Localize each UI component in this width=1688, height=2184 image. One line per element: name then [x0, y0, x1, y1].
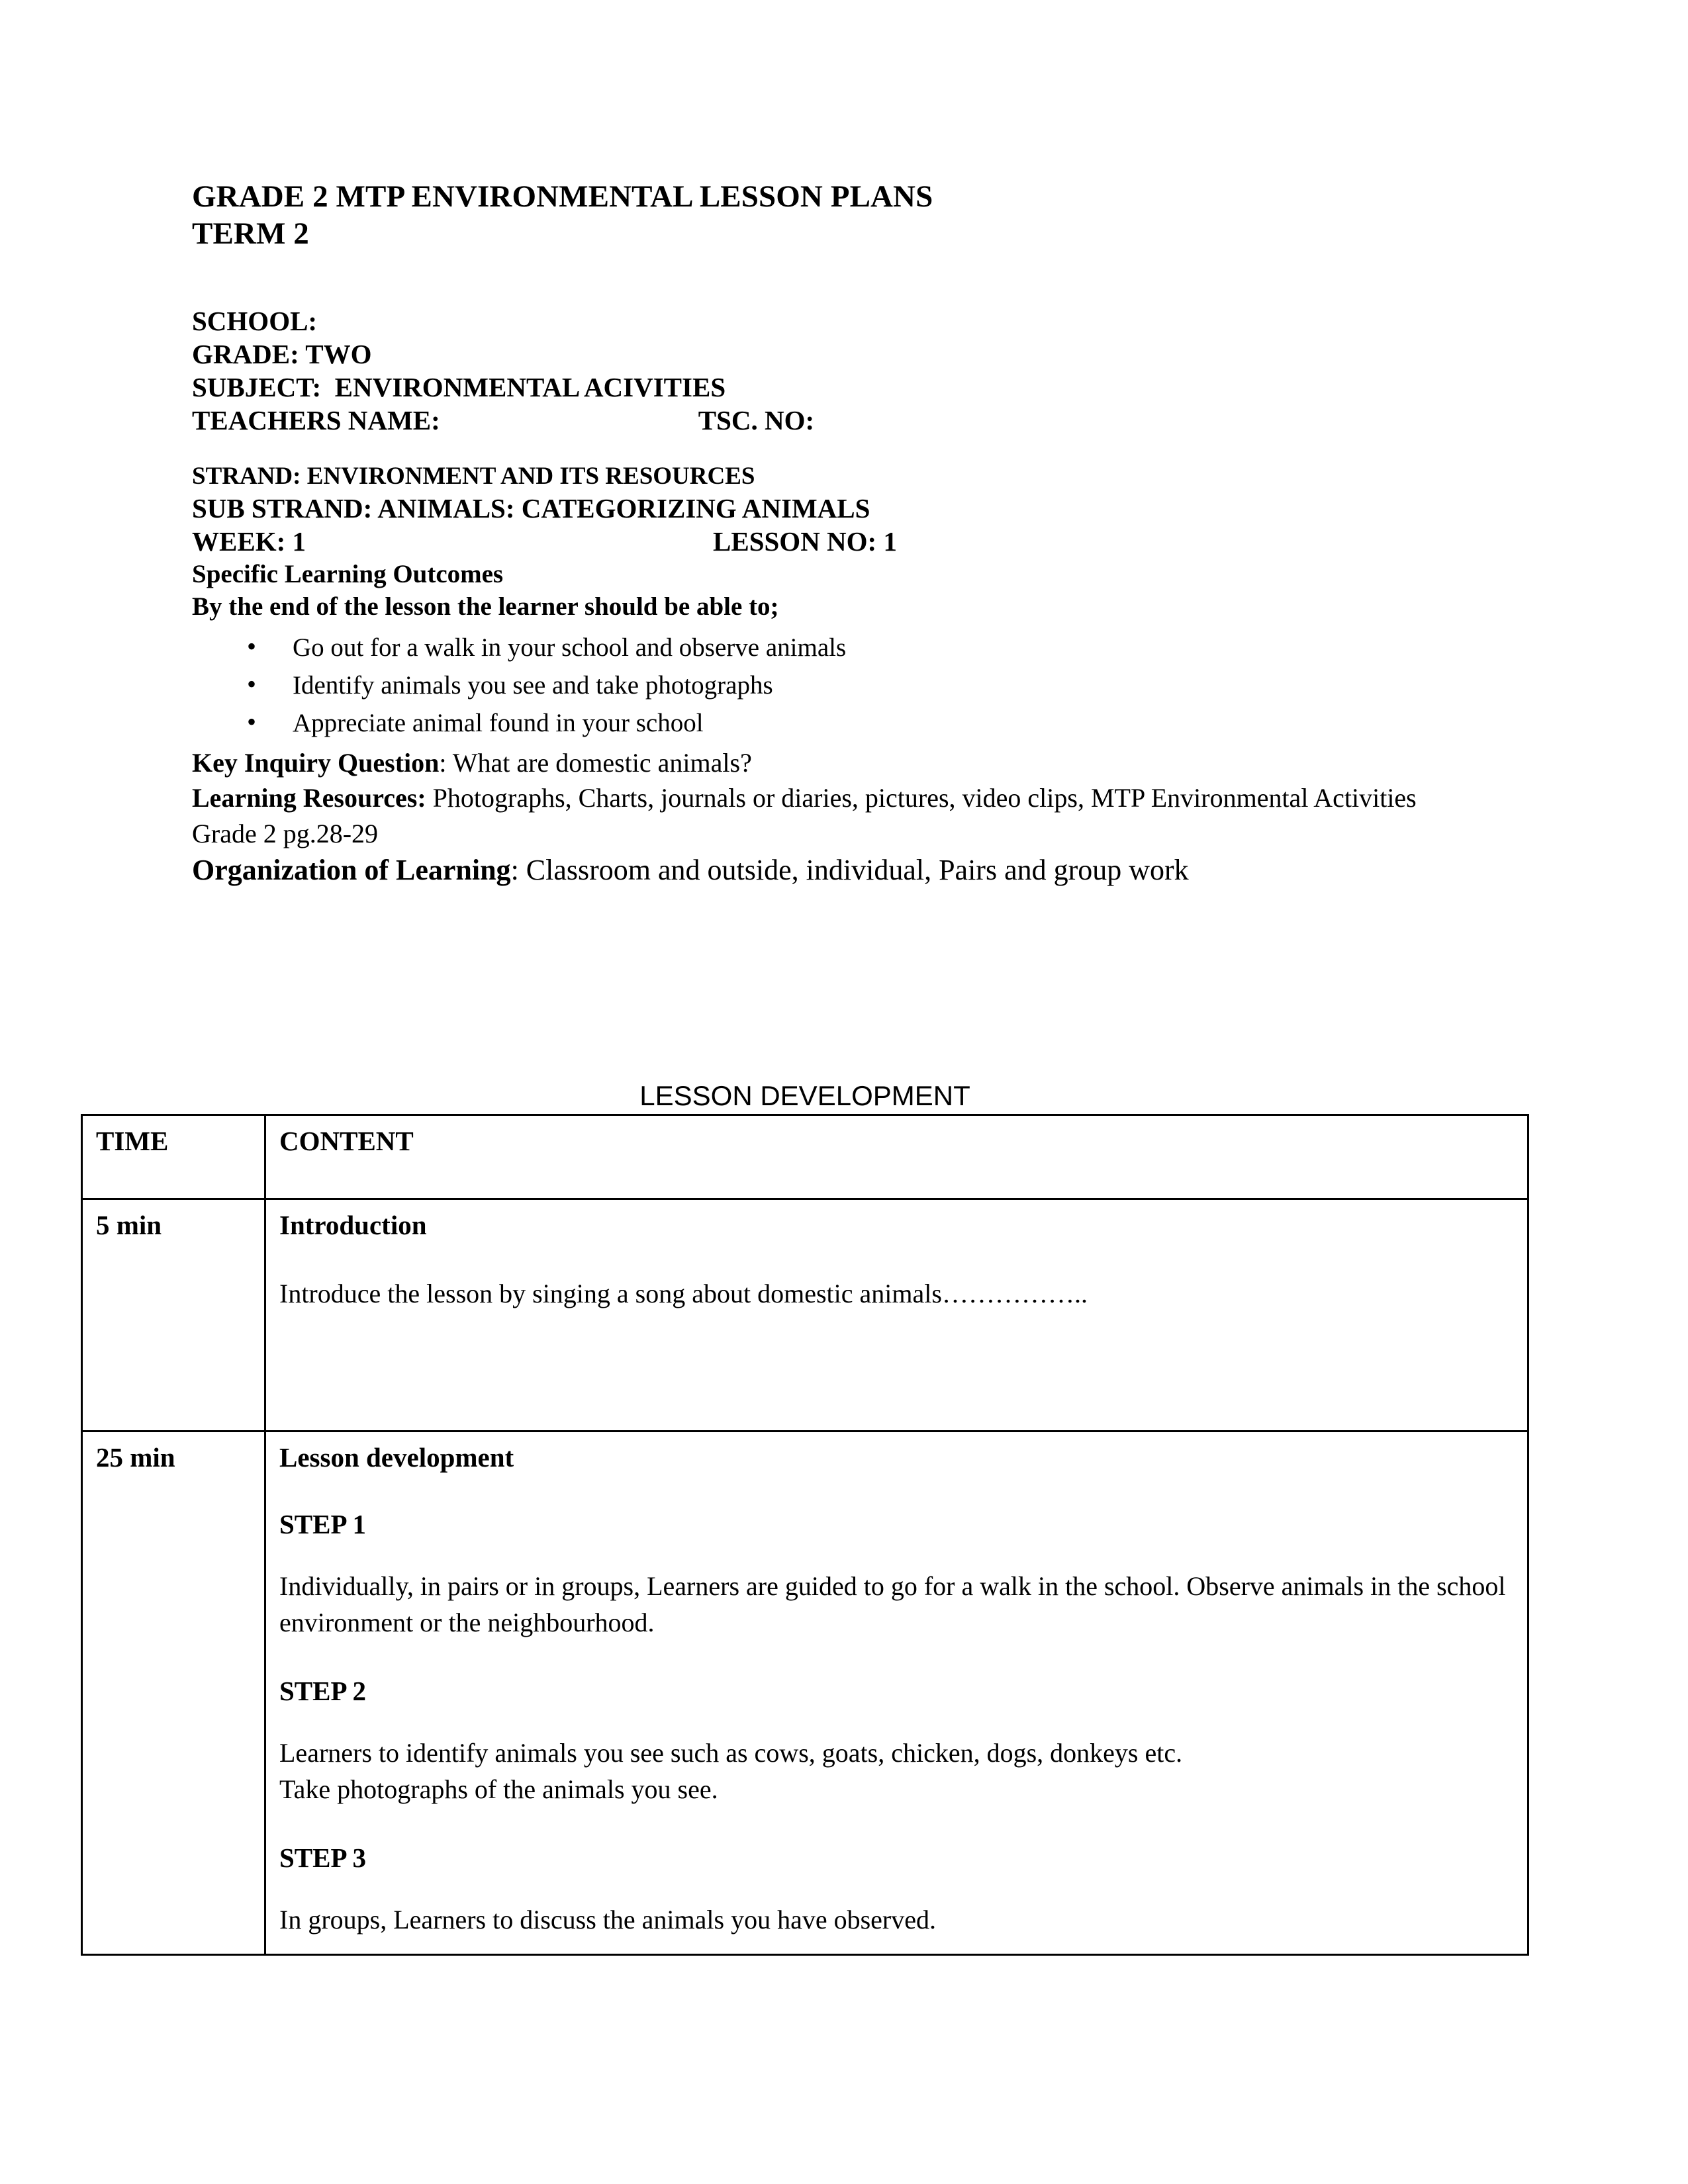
list-item — [192, 704, 1509, 742]
grade-field: GRADE: TWO — [192, 338, 372, 369]
list-item — [192, 629, 1509, 666]
key-inquiry-value: : What are domestic animals? — [439, 747, 752, 778]
table-header-row — [82, 1115, 1528, 1199]
row-time-value: 25 min — [96, 1442, 175, 1473]
row-time-cell — [82, 1432, 265, 1955]
lesson-development-heading: LESSON DEVELOPMENT — [639, 1080, 970, 1111]
step-3-label: STEP 3 — [279, 1843, 367, 1874]
list-item — [192, 666, 1509, 704]
spacer — [279, 1641, 1515, 1675]
teachers-name-field: TEACHERS NAME: — [192, 404, 440, 435]
list-item-label: Identify animals you see and take photographs — [293, 670, 773, 700]
list-item-label: Go out for a walk in your school and observe animals — [293, 633, 847, 662]
table-row — [82, 1199, 1528, 1432]
learning-outcomes-list — [192, 629, 1509, 743]
row-content-cell — [265, 1199, 1528, 1432]
row-time-cell — [82, 1199, 265, 1432]
spacer-after-title — [192, 253, 1509, 304]
spacer — [279, 1807, 1515, 1842]
step-2-label: STEP 2 — [279, 1676, 367, 1707]
title-line-2: TERM 2 — [192, 216, 309, 251]
learning-outcomes-intro: By the end of the lesson the learner should be able to; — [192, 592, 779, 621]
list-item-label: Appreciate animal found in your school — [293, 709, 704, 738]
bullet-icon: • — [247, 707, 257, 737]
title-line-1: GRADE 2 MTP ENVIRONMENTAL LESSON PLANS — [192, 179, 933, 214]
page-title — [192, 179, 1509, 253]
table-row — [82, 1432, 1528, 1955]
organization-value: : Classroom and outside, individual, Pairs and group work — [510, 854, 1189, 887]
document-body — [192, 179, 1509, 890]
column-header-time — [82, 1115, 265, 1199]
introduction-heading: Introduction — [279, 1210, 427, 1240]
organization-of-learning — [192, 851, 1509, 890]
row-content-cell — [265, 1432, 1528, 1955]
lesson-no-field: LESSON NO: 1 — [713, 526, 897, 557]
key-inquiry-question — [192, 745, 1509, 781]
sub-strand-field: SUB STRAND: ANIMALS: CATEGORIZING ANIMALS — [192, 493, 870, 524]
tsc-no-field: TSC. NO: — [698, 404, 815, 435]
spacer — [279, 1541, 1515, 1569]
bullet-icon: • — [247, 631, 257, 661]
spacer-after-header — [192, 437, 1509, 461]
column-header-content-label: CONTENT — [279, 1126, 414, 1156]
learning-resources — [192, 780, 1430, 851]
strand-field: STRAND: ENVIRONMENT AND ITS RESOURCES — [192, 462, 755, 490]
spacer — [279, 1242, 1515, 1276]
teacher-tsc-row — [192, 404, 1509, 437]
week-field: WEEK: 1 — [192, 526, 306, 557]
step-2-text-secondary: Take photographs of the animals you see. — [279, 1774, 718, 1804]
spacer — [279, 1707, 1515, 1735]
learning-outcomes-heading: Specific Learning Outcomes — [192, 560, 504, 589]
row-time-value: 5 min — [96, 1210, 162, 1240]
column-header-content — [265, 1115, 1528, 1199]
introduction-body: Introduce the lesson by singing a song about domestic animals…………….. — [279, 1279, 1088, 1309]
subject-field: SUBJECT: ENVIRONMENTAL ACIVITIES — [192, 371, 726, 402]
spacer — [279, 1474, 1515, 1508]
step-1-text: Individually, in pairs or in groups, Learners are guided to go for a walk in the school. Observe animals in the school environment or the neighbourhood. — [279, 1571, 1506, 1637]
lesson-development-table — [81, 1114, 1529, 1956]
lesson-development-subheading: Lesson development — [279, 1442, 514, 1473]
school-field: SCHOOL: — [192, 305, 318, 336]
step-2-text: Learners to identify animals you see such as cows, goats, chicken, dogs, donkeys etc. — [279, 1738, 1183, 1768]
learning-resources-value: Photographs, Charts, journals or diaries, pictures, video clips, MTP Environmental Activities Grade 2 pg.28-29 — [192, 783, 1417, 848]
week-lesson-row — [192, 525, 1509, 558]
step-1-label: STEP 1 — [279, 1509, 367, 1540]
bullet-icon: • — [247, 668, 257, 699]
key-inquiry-label: Key Inquiry Question — [192, 747, 440, 778]
step-3-text: In groups, Learners to discuss the animals you have observed. — [279, 1905, 936, 1935]
learning-resources-label: Learning Resources: — [192, 783, 426, 813]
organization-label: Organization of Learning — [192, 854, 511, 887]
spacer — [279, 1874, 1515, 1902]
column-header-time-label: TIME — [96, 1126, 169, 1156]
